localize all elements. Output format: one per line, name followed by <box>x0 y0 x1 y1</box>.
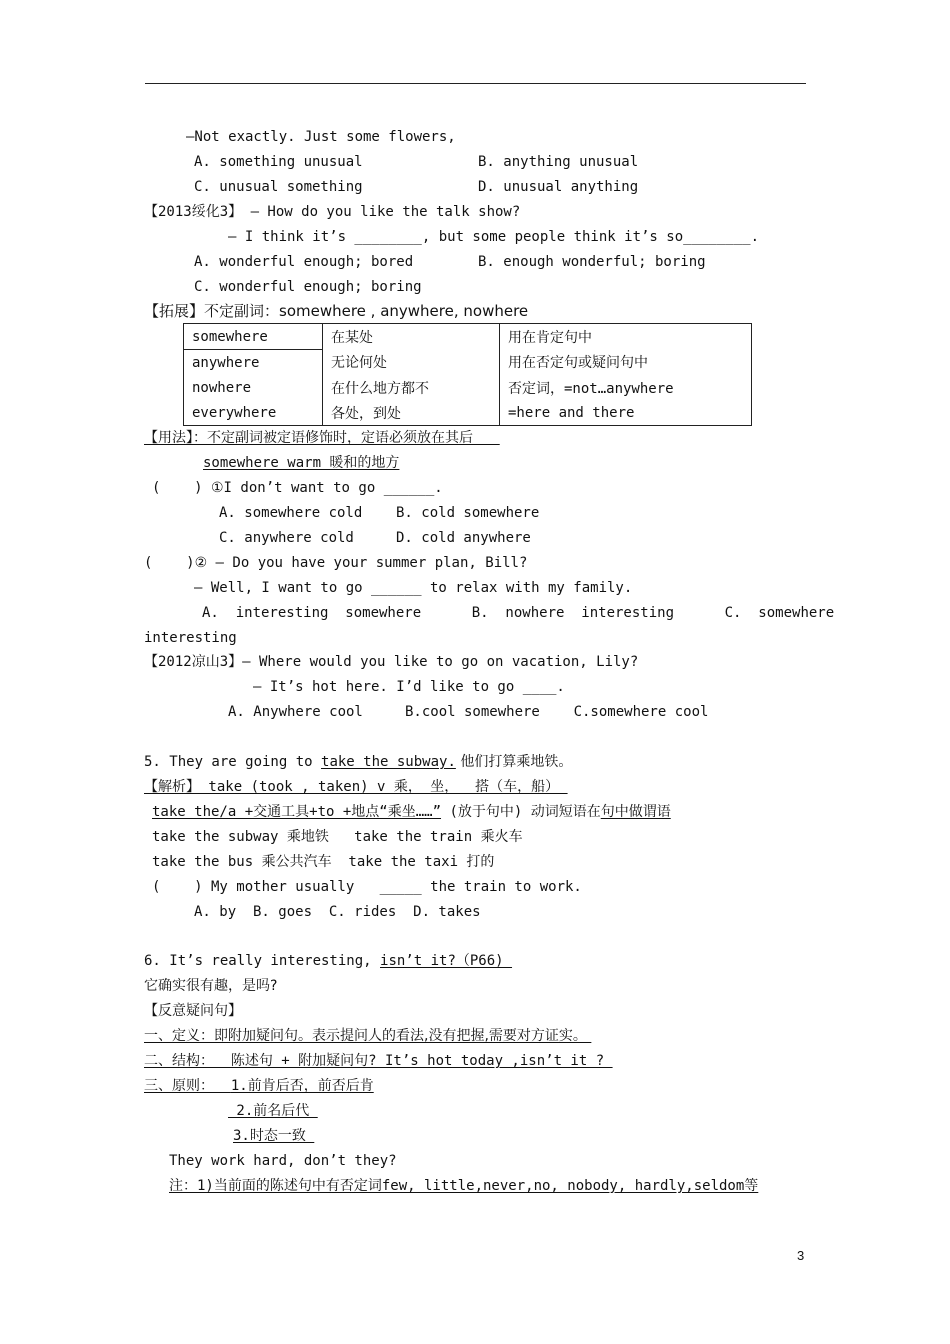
principle-line <box>144 1076 374 1096</box>
question-2-answer: — Well, I want to go ______ to relax with my family. <box>194 580 633 596</box>
table-cell: nowhere <box>184 375 323 400</box>
table-row <box>184 350 752 376</box>
item-6 <box>144 951 512 971</box>
option-a: A. something unusual <box>194 154 363 170</box>
example-line: take the subway 乘地铁 take the train 乘火车 <box>152 829 523 845</box>
extension-heading: 【拓展】不定副词：somewhere , anywhere, nowhere <box>144 302 529 320</box>
example-sentence: They work hard, don’t they? <box>169 1153 397 1169</box>
structure-role: 句中做谓语 <box>600 804 671 820</box>
principle-1: 1.前肯后否，前否后肯 <box>230 1078 374 1094</box>
item-5 <box>144 752 572 772</box>
indefinite-adverb-table <box>183 323 752 426</box>
analysis-line: 【解析】 take (took , taken) v 乘， 坐， 搭（车，船） <box>144 779 568 795</box>
item-6-tag: isn’t it?（P66) <box>380 953 513 969</box>
options-cd: C. anywhere cold D. cold anywhere <box>219 530 531 546</box>
principle-2: 2.前名后代 <box>228 1103 318 1119</box>
structure-pattern: take the/a +交通工具+to +地点“乘坐……” <box>152 804 442 820</box>
question-3-options: A. by B. goes C. rides D. takes <box>194 904 481 920</box>
principle-3: 3.时态一致 <box>233 1128 315 1144</box>
table-row <box>184 400 752 426</box>
table-cell: =here and there <box>500 400 752 426</box>
question-2: ( )② — Do you have your summer plan, Bill? <box>144 555 528 571</box>
question-2-options-cont: interesting <box>144 630 237 646</box>
table-cell: 用在肯定句中 <box>500 324 752 350</box>
item-6-translation: 它确实很有趣，是吗? <box>144 978 278 994</box>
table-cell: everywhere <box>184 400 323 426</box>
option-b: B. enough wonderful; boring <box>478 254 706 270</box>
option-d: D. unusual anything <box>478 179 639 195</box>
table-row <box>184 375 752 400</box>
example-line: take the bus 乘公共汽车 take the taxi 打的 <box>152 854 495 870</box>
question-1: ( ) ①I don’t want to go ______. <box>152 480 443 496</box>
item-5-lead: 5. They are going to <box>144 754 322 770</box>
page-number: 3 <box>797 1248 805 1263</box>
header-rule <box>145 83 806 84</box>
item-5-phrase: take the subway. <box>321 754 456 770</box>
table-cell: anywhere <box>184 350 323 376</box>
item-6-lead: 6. It’s really interesting, <box>144 953 381 969</box>
tag-question-heading: 【反意疑问句】 <box>144 1003 242 1019</box>
usage-example: somewhere warm 暖和的地方 <box>203 455 400 471</box>
table-row <box>184 324 752 350</box>
exam-options: A. Anywhere cool B.cool somewhere C.somewhere cool <box>228 704 709 720</box>
option-c: C. unusual something <box>194 179 363 195</box>
table-cell: 用在否定句或疑问句中 <box>500 350 752 376</box>
table-cell: 在什么地方都不 <box>323 375 500 400</box>
structure-line <box>152 802 671 822</box>
exam-question-2012: 【2012凉山3】— Where would you like to go on vacation, Lily? <box>144 654 639 670</box>
exam-question-2013: 【2013绥化3】 — How do you like the talk show? <box>144 204 521 220</box>
definition-line: 一、定义：即附加疑问句。表示提问人的看法,没有把握,需要对方证实。 <box>144 1028 592 1044</box>
question-3: ( ) My mother usually _____ the train to work. <box>152 879 582 895</box>
structure-rule: 二、结构： 陈述句 + 附加疑问句? It’s hot today ,isn’t it ? <box>144 1053 613 1069</box>
usage-heading: 【用法】：不定副词被定语修饰时，定语必须放在其后 <box>144 430 500 446</box>
options-ab: A. somewhere cold B. cold somewhere <box>219 505 540 521</box>
principle-label: 三、原则： <box>144 1078 231 1094</box>
exam-answer-line: — It’s hot here. I’d like to go ____. <box>253 679 565 695</box>
table-cell: 无论何处 <box>323 350 500 376</box>
table-cell: 否定词，=not…anywhere <box>500 375 752 400</box>
option-b: B. anything unusual <box>478 154 639 170</box>
question-2-options: A. interesting somewhere B. nowhere interesting C. somewhere <box>202 605 835 621</box>
option-a: A. wonderful enough; bored <box>194 254 414 270</box>
item-5-translation: 他们打算乘地铁。 <box>455 754 573 770</box>
structure-note: (放于句中) 动词短语在 <box>441 804 601 820</box>
answer-line: —Not exactly. Just some flowers, <box>186 129 456 145</box>
table-cell: 在某处 <box>323 324 500 350</box>
table-cell: 各处，到处 <box>323 400 500 426</box>
exam-answer-line: — I think it’s ________, but some people think it’s so________. <box>228 229 760 245</box>
note-line: 注：1)当前面的陈述句中有否定词few, little,never,no, nobody, hardly,seldom等 <box>169 1178 759 1194</box>
option-c: C. wonderful enough; boring <box>194 279 422 295</box>
table-cell: somewhere <box>184 324 323 350</box>
